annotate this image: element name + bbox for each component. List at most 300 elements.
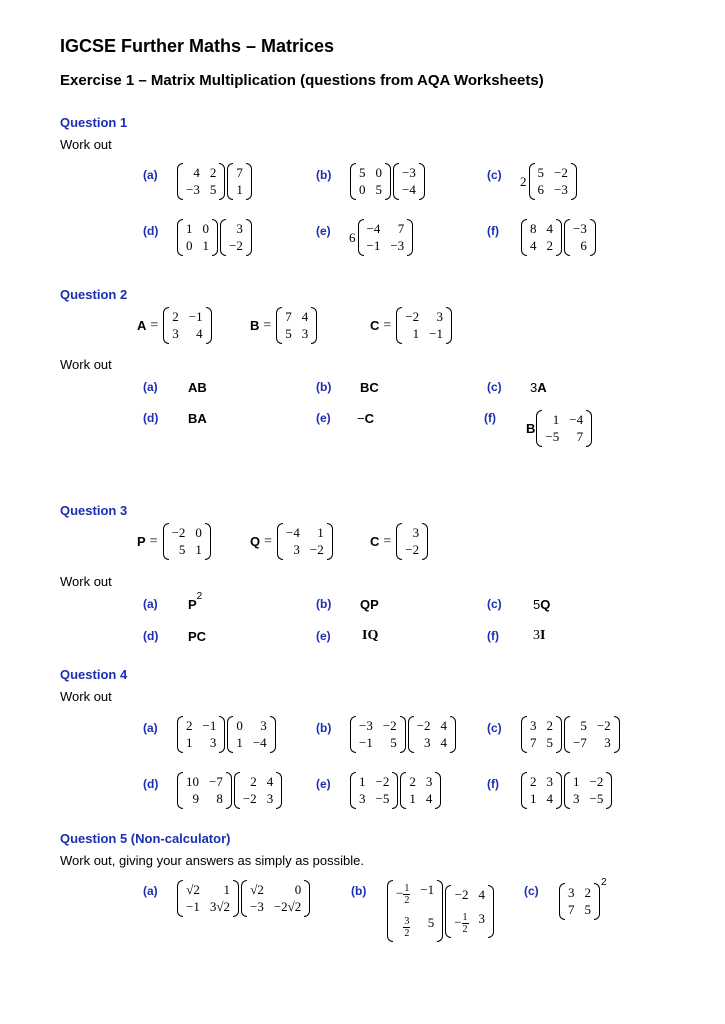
q1-e-scalar: 6 [349, 229, 356, 245]
q1-c-scalar: 2 [520, 173, 527, 189]
q1-f-m0-cell-0-0: 8 [530, 221, 537, 236]
q4-e-label: (e) [316, 777, 331, 791]
q3-f-text: I [540, 628, 546, 643]
q1-e-m0-grid [364, 219, 408, 256]
q1-b-label: (b) [316, 168, 332, 182]
q2-def-c-grid [402, 307, 446, 344]
q5-b-m0-matrix [387, 880, 443, 942]
q1-f-m0-matrix [521, 219, 562, 256]
q1-c-m0-cell-0-1: −2 [554, 165, 568, 180]
q4-a-m0-cell-1-0: 1 [186, 735, 193, 750]
q4-a-m0-right-bracket [219, 716, 225, 753]
q1-d-m1-cell-0-0: 3 [236, 221, 243, 236]
q4-d-m1-right-bracket [276, 772, 282, 809]
q4-c-m1-matrix [564, 716, 620, 753]
q3-def-c-name: C [370, 534, 380, 549]
q2-f-grid [542, 410, 586, 447]
page-title: IGCSE Further Maths – Matrices [60, 36, 335, 56]
q3-c-text: Q [540, 597, 551, 612]
q2-def-b-cell-0-0: 7 [285, 309, 292, 324]
q4-a-m0-cell-0-1: −1 [202, 718, 217, 733]
q3-def-p-right-bracket [205, 523, 211, 560]
q4-e-expr [349, 772, 442, 809]
q2-def-c-cell-0-0: −2 [405, 309, 420, 324]
q3-d-text: PC [188, 629, 207, 644]
q4-d-m0-matrix [177, 772, 232, 809]
q3-def-c-cell-1-0: −2 [405, 542, 420, 557]
q3-def-q-cell-0-1: 1 [317, 525, 324, 540]
q4-f-m0-right-bracket [556, 772, 562, 809]
q5-heading: Question 5 (Non-calculator) [60, 831, 231, 846]
q4-c-m0-right-bracket [556, 716, 562, 753]
q4-a-m1-cell-0-1: 3 [260, 718, 267, 733]
q2-heading: Question 2 [60, 287, 128, 302]
q1-e-label: (e) [316, 224, 331, 238]
q1-a-m0-right-bracket [219, 163, 225, 200]
q4-e-m1-cell-0-1: 3 [425, 774, 433, 789]
q3-def-p-equals: = [149, 533, 158, 549]
q4-f-m0-cell-1-0: 1 [530, 791, 537, 806]
q1-a-m1-matrix [227, 163, 252, 200]
q4-f-m0-grid [527, 772, 556, 809]
q3-c-expr [533, 597, 550, 612]
q4-c-m0-matrix [521, 716, 562, 753]
q5-c-m0-cell-1-1: 5 [584, 902, 591, 917]
q1-c-m0-right-bracket [571, 163, 577, 200]
q2-def-a-cell-0-0: 2 [172, 309, 179, 324]
q5-b-m1-matrix [445, 885, 494, 938]
q1-c-m0-cell-0-0: 5 [537, 165, 544, 180]
q4-e-m1-grid [406, 772, 435, 809]
q1-d-m0-cell-1-1: 1 [202, 238, 209, 253]
q4-d-m0-cell-1-1: 8 [216, 791, 223, 806]
q1-c-m0-cell-1-1: −3 [554, 182, 568, 197]
q1-d-m1-cell-1-0: −2 [229, 238, 243, 253]
q1-a-expr [176, 163, 253, 200]
q1-b-m0-right-bracket [385, 163, 391, 200]
q1-a-m0-grid [183, 163, 219, 200]
q1-e-expr [349, 219, 414, 256]
q3-def-p-cell-1-0: 5 [178, 542, 186, 557]
q1-b-m1-right-bracket [419, 163, 425, 200]
q4-c-m1-grid [570, 716, 614, 753]
q3-instruction: Work out [60, 574, 112, 589]
q4-f-m1-matrix [564, 772, 612, 809]
q1-f-m1-cell-0-0: −3 [573, 221, 587, 236]
q4-a-m1-cell-1-0: 1 [236, 735, 243, 750]
q5-a-m0-cell-1-1: 3√2 [209, 899, 230, 914]
q1-e-m0-cell-1-0: −1 [366, 238, 381, 253]
q3-def-p-cell-0-0: −2 [171, 525, 186, 540]
q1-d-m1-grid [226, 219, 246, 256]
q4-b-m0-cell-1-0: −1 [359, 735, 373, 750]
q3-f-expr [533, 628, 545, 644]
q1-b-m0-cell-1-0: 0 [359, 182, 366, 197]
q4-e-m0-cell-1-0: 3 [359, 791, 366, 806]
q4-a-m1-cell-0-0: 0 [236, 718, 243, 733]
q1-instruction: Work out [60, 137, 112, 152]
q4-d-m0-cell-0-1: −7 [209, 774, 223, 789]
q4-a-m0-grid [183, 716, 219, 753]
q5-a-expr [176, 880, 311, 917]
q3-def-q-equals: = [264, 533, 273, 549]
q2-def-a-matrix [163, 307, 211, 344]
q3-def-c-right-bracket [422, 523, 428, 560]
q1-f-m1-grid [570, 219, 590, 256]
q2-def-c-cell-1-0: 1 [412, 326, 420, 341]
q3-def-p-grid [169, 523, 205, 560]
q3-def-q-right-bracket [327, 523, 333, 560]
q4-c-m1-cell-1-0: −7 [573, 735, 587, 750]
q5-a-m1-cell-1-0: −3 [249, 899, 264, 914]
q5-b-m0-right-bracket [437, 880, 443, 942]
q2-c-text: A [537, 380, 547, 395]
q2-e-text: C [364, 411, 374, 426]
q5-a-m1-cell-0-1: 0 [294, 882, 302, 897]
q1-a-m1-cell-0-0: 7 [236, 165, 243, 180]
q4-f-m0-cell-1-1: 4 [546, 791, 553, 806]
q4-a-expr [176, 716, 277, 753]
q4-b-expr [349, 716, 457, 753]
q1-a-label: (a) [143, 168, 158, 182]
q4-a-m1-cell-1-1: −4 [252, 735, 267, 750]
q4-f-m1-cell-1-1: −5 [589, 791, 604, 806]
q4-b-m1-matrix [408, 716, 456, 753]
q4-e-m0-cell-1-1: −5 [375, 791, 390, 806]
q2-f-label: (f) [484, 411, 496, 425]
q4-e-m1-matrix [400, 772, 441, 809]
q5-instruction: Work out, giving your answers as simply as possible. [60, 853, 364, 868]
q4-c-m1-cell-0-0: 5 [580, 718, 587, 733]
q4-d-m0-grid [183, 772, 226, 809]
q2-def-b-name: B [250, 318, 260, 333]
q3-f-label: (f) [487, 629, 499, 643]
q4-c-m1-cell-1-1: 3 [604, 735, 611, 750]
q4-b-m0-cell-1-1: 5 [390, 735, 397, 750]
q1-e-m0-right-bracket [407, 219, 413, 256]
q4-d-m1-matrix [234, 772, 282, 809]
q3-def-p-cell-1-1: 1 [195, 542, 202, 557]
q4-c-m0-cell-1-0: 7 [530, 735, 537, 750]
q3-def-q-matrix [277, 523, 333, 560]
q3-def-p-matrix [163, 523, 211, 560]
q4-f-m1-grid [570, 772, 606, 809]
q3-def-p [137, 523, 212, 560]
q1-e-m0-cell-1-1: −3 [390, 238, 405, 253]
q2-e-expr [357, 411, 374, 426]
q1-a-m0-cell-1-1: 5 [209, 182, 217, 197]
q3-def-q-name: Q [250, 534, 261, 549]
q1-e-m0-cell-0-0: −4 [366, 221, 381, 236]
q1-c-expr [520, 163, 578, 200]
q2-def-b-grid [282, 307, 311, 344]
q4-a-m0-cell-1-1: 3 [209, 735, 217, 750]
q5-c-m0-matrix [559, 883, 600, 920]
q2-e-scalar: − [357, 411, 365, 426]
q5-b-m1-cell-0-0: −2 [454, 886, 469, 902]
q4-f-label: (f) [487, 777, 499, 791]
q2-c-expr [530, 380, 547, 395]
q3-def-c-grid [402, 523, 422, 560]
q4-f-m0-cell-0-1: 3 [546, 774, 553, 789]
q3-a-power: 2 [196, 591, 203, 602]
q1-c-label: (c) [487, 168, 502, 182]
q4-f-m1-cell-0-1: −2 [589, 774, 604, 789]
q5-a-m0-cell-1-0: −1 [186, 899, 200, 914]
q5-b-m1-cell-0-1: 4 [478, 886, 486, 902]
q4-b-m1-right-bracket [450, 716, 456, 753]
q4-b-m0-cell-0-1: −2 [382, 718, 397, 733]
q1-a-m0-cell-0-0: 4 [193, 165, 200, 180]
q5-b-expr [386, 880, 495, 942]
q2-def-b-cell-1-0: 5 [285, 326, 292, 341]
q4-b-m0-right-bracket [400, 716, 406, 753]
exercise-title: Exercise 1 – Matrix Multiplication (questions from AQA Worksheets) [60, 72, 544, 89]
q1-a-m1-grid [233, 163, 246, 200]
q4-a-m1-grid [233, 716, 269, 753]
q2-f-cell-0-0: 1 [552, 412, 560, 427]
q2-d-label: (d) [143, 411, 159, 425]
q4-c-m0-grid [527, 716, 556, 753]
q3-b-label: (b) [316, 597, 332, 611]
q2-def-c-cell-0-1: 3 [436, 309, 443, 324]
q1-b-m0-grid [356, 163, 385, 200]
q2-f-cell-0-1: −4 [569, 412, 584, 427]
q2-def-a-cell-1-1: 4 [196, 326, 203, 341]
q3-e-label: (e) [316, 629, 331, 643]
q1-a-m0-cell-0-1: 2 [209, 165, 217, 180]
q1-a-m0-matrix [177, 163, 225, 200]
q2-b-text: BC [360, 380, 379, 395]
q3-def-q-cell-1-0: 3 [293, 542, 300, 557]
q5-a-m1-grid [247, 880, 304, 917]
q5-c-m0-cell-1-0: 7 [568, 902, 575, 917]
q1-d-m0-cell-1-0: 0 [186, 238, 193, 253]
q1-d-m0-matrix [177, 219, 218, 256]
q3-def-c-equals: = [383, 533, 392, 549]
q3-def-q-grid [283, 523, 327, 560]
q4-f-m0-cell-0-0: 2 [530, 774, 537, 789]
q2-def-b-cell-1-1: 3 [301, 326, 309, 341]
q2-def-c-equals: = [383, 317, 392, 333]
q4-b-label: (b) [316, 721, 332, 735]
q5-b-m1-cell-1-0: − $\frac{1}{2}$ [454, 911, 468, 935]
q5-c-m0-right-bracket [594, 883, 600, 920]
q5-b-m1-right-bracket [488, 885, 494, 938]
q4-b-m1-cell-0-1: 4 [440, 718, 448, 733]
q3-b-text: QP [360, 597, 379, 612]
q1-d-m0-cell-0-0: 1 [186, 221, 193, 236]
q2-def-b-matrix [276, 307, 317, 344]
q1-e-m0-matrix [358, 219, 414, 256]
q4-e-m1-cell-1-1: 4 [425, 791, 433, 806]
q2-def-a-cell-0-1: −1 [188, 309, 203, 324]
q4-d-m1-cell-0-0: 2 [250, 774, 257, 789]
q5-c-label: (c) [524, 884, 539, 898]
q4-c-m1-cell-0-1: −2 [596, 718, 611, 733]
q2-def-b-cell-0-1: 4 [301, 309, 309, 324]
q4-d-m1-cell-0-1: 4 [266, 774, 274, 789]
q2-def-a-equals: = [150, 317, 159, 333]
q4-b-m0-matrix [350, 716, 406, 753]
q3-def-c-cell-0-0: 3 [412, 525, 420, 540]
q3-def-c [370, 523, 429, 560]
q3-def-q [250, 523, 334, 560]
q1-b-m0-matrix [350, 163, 391, 200]
q5-a-label: (a) [143, 884, 158, 898]
q4-b-m1-cell-1-0: 3 [424, 735, 431, 750]
q1-b-m0-cell-0-1: 0 [375, 165, 382, 180]
q5-a-m0-right-bracket [233, 880, 239, 917]
q4-e-m1-right-bracket [435, 772, 441, 809]
q1-f-expr [520, 219, 597, 256]
q4-c-m0-cell-0-1: 2 [546, 718, 553, 733]
q5-b-m0-cell-0-0: − $\frac{1}{2}$ [396, 883, 410, 906]
q5-a-m0-matrix [177, 880, 239, 917]
q5-a-m1-matrix [241, 880, 310, 917]
q2-def-c-cell-1-1: −1 [429, 326, 443, 341]
q1-f-m0-right-bracket [556, 219, 562, 256]
q4-a-m1-matrix [227, 716, 275, 753]
q3-def-c-matrix [396, 523, 428, 560]
q5-c-m0-cell-0-0: 3 [568, 885, 575, 900]
q2-def-a-cell-1-0: 3 [172, 326, 179, 341]
q5-b-m0-cell-1-1: 5 [427, 915, 435, 930]
q1-d-m1-matrix [220, 219, 252, 256]
q4-e-m1-cell-0-0: 2 [409, 774, 416, 789]
q2-def-a [137, 307, 213, 344]
q5-b-m0-cell-0-1: −1 [420, 882, 435, 897]
q4-d-label: (d) [143, 777, 159, 791]
q1-f-m1-right-bracket [590, 219, 596, 256]
q2-def-a-name: A [137, 318, 147, 333]
q4-a-m1-right-bracket [270, 716, 276, 753]
q3-a-text: P [188, 597, 197, 612]
q4-b-m1-grid [414, 716, 450, 753]
q2-def-c-name: C [370, 318, 380, 333]
q5-b-m1-grid [451, 885, 488, 938]
q1-a-m1-cell-1-0: 1 [236, 182, 243, 197]
q4-heading: Question 4 [60, 667, 128, 682]
q1-b-expr [349, 163, 426, 200]
q4-d-m0-right-bracket [226, 772, 232, 809]
q4-d-m0-cell-1-0: 9 [192, 791, 199, 806]
q1-c-m0-cell-1-0: 6 [537, 182, 544, 197]
q2-def-c-right-bracket [446, 307, 452, 344]
q2-b-label: (b) [316, 380, 332, 394]
q2-def-c-matrix [396, 307, 452, 344]
q1-f-m1-matrix [564, 219, 596, 256]
q3-c-label: (c) [487, 597, 502, 611]
q5-a-m0-cell-0-1: 1 [223, 882, 230, 897]
q2-f-cell-1-1: 7 [576, 429, 584, 444]
q4-c-m1-right-bracket [614, 716, 620, 753]
q1-d-m0-grid [183, 219, 212, 256]
q4-d-m1-grid [240, 772, 276, 809]
q1-d-m0-cell-0-1: 0 [202, 221, 209, 236]
q5-b-m1-cell-1-1: 3 [478, 910, 486, 926]
q2-def-b-right-bracket [311, 307, 317, 344]
q4-f-m1-cell-1-0: 3 [573, 791, 580, 806]
q4-c-label: (c) [487, 721, 502, 735]
q5-b-m0-cell-1-0: $\frac{3}{2}$ [404, 916, 410, 939]
q2-a-label: (a) [143, 380, 158, 394]
q1-f-m0-cell-1-0: 4 [530, 238, 537, 253]
q4-d-m1-cell-1-1: 3 [266, 791, 274, 806]
q5-a-m1-cell-0-0: √2 [250, 882, 264, 897]
q1-a-m1-right-bracket [246, 163, 252, 200]
q4-c-m0-cell-1-1: 5 [546, 735, 553, 750]
q5-b-m0-grid [393, 880, 437, 942]
q4-d-expr [176, 772, 283, 809]
q2-f-right-bracket [586, 410, 592, 447]
q2-c-label: (c) [487, 380, 502, 394]
q5-c-expr [558, 877, 607, 920]
q4-b-m0-grid [356, 716, 400, 753]
q4-e-m0-cell-0-0: 1 [359, 774, 366, 789]
q1-heading: Question 1 [60, 115, 128, 130]
q4-d-m0-cell-0-0: 10 [186, 774, 199, 789]
q1-f-m1-cell-1-0: 6 [580, 238, 587, 253]
q4-b-m1-cell-1-1: 4 [440, 735, 448, 750]
q5-c-m0-grid [565, 883, 594, 920]
q4-e-m0-cell-0-1: −2 [375, 774, 390, 789]
q1-d-m1-right-bracket [246, 219, 252, 256]
q3-heading: Question 3 [60, 503, 128, 518]
q3-a-label: (a) [143, 597, 158, 611]
q2-def-a-right-bracket [206, 307, 212, 344]
q4-a-m0-cell-0-0: 2 [186, 718, 193, 733]
q4-a-label: (a) [143, 721, 158, 735]
q1-c-m0-matrix [529, 163, 577, 200]
q1-f-m0-grid [527, 219, 556, 256]
q1-c-m0-grid [535, 163, 571, 200]
q1-a-m0-cell-1-0: −3 [186, 182, 200, 197]
q2-def-b [250, 307, 318, 344]
q1-e-m0-cell-0-1: 7 [397, 221, 405, 236]
q1-b-m1-cell-1-0: −4 [402, 182, 416, 197]
q2-e-label: (e) [316, 411, 331, 425]
q3-e-text: IQ [362, 628, 379, 643]
q1-b-m1-matrix [393, 163, 425, 200]
q2-f-expr [526, 410, 593, 447]
q5-a-m1-cell-1-1: −2√2 [273, 899, 302, 914]
q4-c-expr [520, 716, 621, 753]
q4-f-m1-right-bracket [606, 772, 612, 809]
q3-def-p-cell-0-1: 0 [195, 525, 202, 540]
q5-a-m0-cell-0-0: √2 [186, 882, 200, 897]
q3-a-expr [188, 591, 203, 612]
q2-def-a-grid [169, 307, 205, 344]
q4-c-m0-cell-0-0: 3 [530, 718, 537, 733]
q4-a-m0-matrix [177, 716, 225, 753]
q5-a-m0-grid [183, 880, 233, 917]
q4-d-m1-cell-1-0: −2 [242, 791, 257, 806]
q2-f-prefix: B [526, 421, 536, 436]
q3-d-label: (d) [143, 629, 159, 643]
q4-e-m0-grid [356, 772, 392, 809]
q2-f-matrix [536, 410, 592, 447]
q2-a-text: AB [188, 380, 207, 395]
q3-def-q-cell-1-1: −2 [309, 542, 324, 557]
q1-f-m0-cell-0-1: 4 [546, 221, 553, 236]
q1-b-m1-cell-0-0: −3 [402, 165, 416, 180]
q4-e-m0-right-bracket [392, 772, 398, 809]
q5-c-power: 2 [601, 877, 607, 888]
q4-f-m0-matrix [521, 772, 562, 809]
q1-f-label: (f) [487, 224, 499, 238]
q2-instruction: Work out [60, 357, 112, 372]
